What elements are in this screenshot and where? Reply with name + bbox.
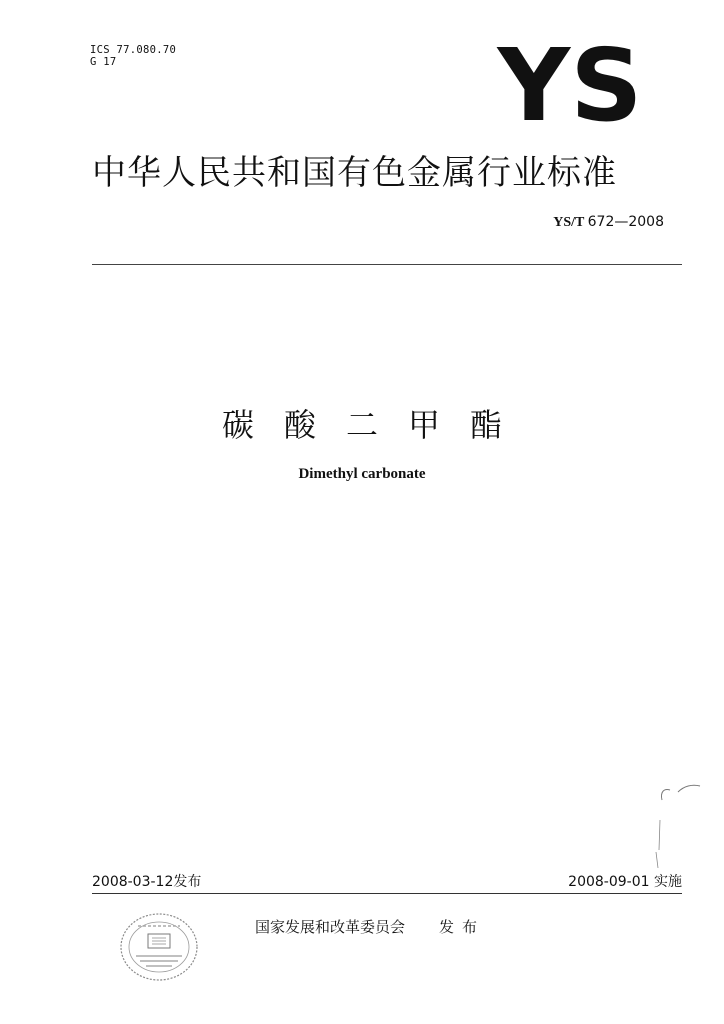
ys-logo — [495, 40, 645, 130]
issue-date — [92, 871, 201, 891]
document-title-en: Dimethyl carbonate — [298, 466, 426, 482]
publish-label: 发布 — [439, 918, 486, 936]
issuer — [255, 916, 485, 937]
header-divider — [92, 264, 682, 265]
logo-text: YS — [496, 40, 643, 130]
implementation-date — [568, 871, 682, 891]
official-stamp — [116, 910, 202, 984]
pen-mark — [650, 780, 710, 870]
standard-code: 672—2008 — [587, 214, 664, 230]
issue-label: 发布 — [173, 874, 202, 890]
issuer-name: 国家发展和改革委员会 — [255, 918, 406, 936]
standard-category-title: 中华人民共和国有色金属行业标准 — [92, 153, 617, 193]
impl-date-value: 2008-09-01 — [568, 874, 650, 890]
footer-divider — [92, 893, 682, 894]
standard-number — [553, 214, 664, 231]
standard-prefix: YS/T — [553, 215, 585, 230]
document-title-cn: 碳酸二甲酯 — [221, 406, 532, 444]
issue-date-value: 2008-03-12 — [92, 874, 174, 890]
impl-label: 实施 — [654, 874, 682, 890]
ics-code: ICS 77.080.70 — [90, 44, 177, 56]
class-code: G 17 — [90, 56, 117, 68]
classification-codes — [90, 44, 176, 68]
